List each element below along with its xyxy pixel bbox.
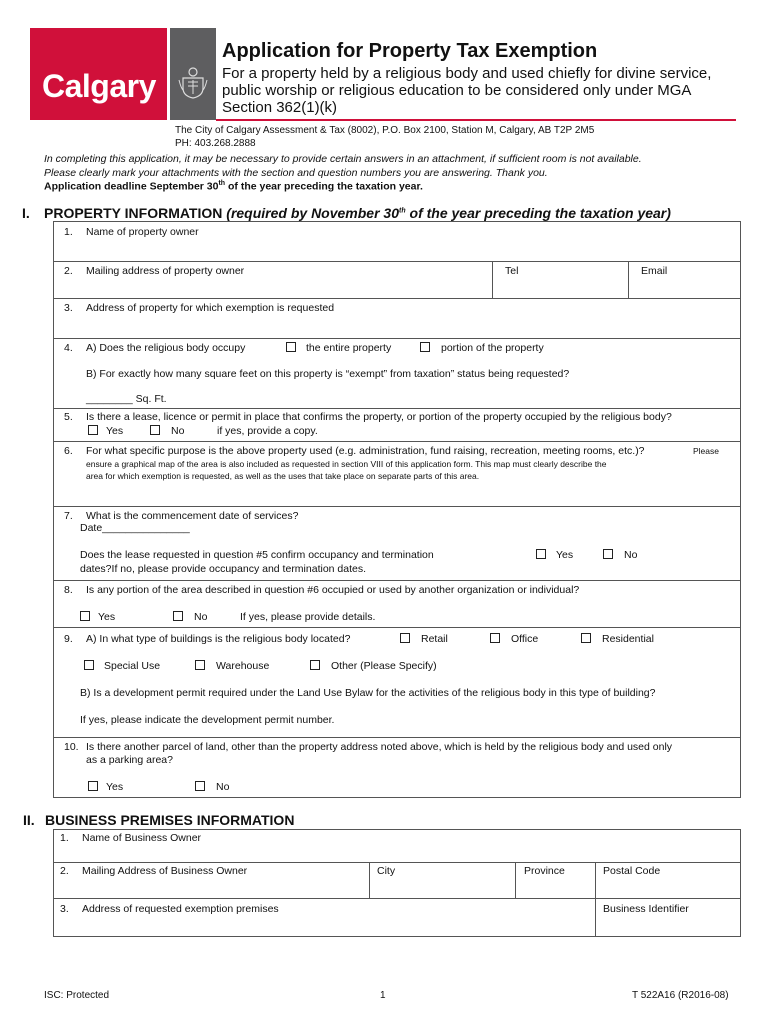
- deadline-suffix: of the year preceding the taxation year.: [225, 180, 423, 193]
- contact-block: [175, 124, 594, 150]
- q8-label: Is any portion of the area described in question #6 occupied or used by another organization or individual?: [86, 584, 580, 596]
- deadline-text: [44, 180, 423, 193]
- entire-property-label: the entire property: [306, 342, 392, 354]
- residential-label: Residential: [602, 633, 654, 645]
- email-label: Email: [641, 265, 668, 277]
- row-divider: [53, 862, 741, 863]
- business-identifier-field[interactable]: [599, 916, 736, 934]
- tel-label: Tel: [505, 265, 519, 277]
- business-identifier-label: Business Identifier: [603, 903, 689, 915]
- q8-yes-label: Yes: [98, 611, 116, 623]
- q5-yes-label: Yes: [106, 425, 124, 437]
- subtitle-line: Section 362(1)(k): [222, 99, 338, 116]
- s2-q1-label: Name of Business Owner: [82, 832, 202, 844]
- row-divider: [53, 261, 741, 262]
- q3-number: 3.: [64, 302, 73, 314]
- q5-note: if yes, provide a copy.: [217, 425, 318, 437]
- tel-field[interactable]: [496, 279, 624, 296]
- q6-note-line3: area for which exemption is requested, as well as the uses that take place on separate parts of this area.: [86, 471, 480, 481]
- intro-line-2: Please clearly mark your attachments with the section and question numbers you are answering. Thank you.: [44, 166, 548, 179]
- q9-number: 9.: [64, 633, 73, 645]
- residential-checkbox[interactable]: [581, 633, 591, 643]
- intro-text: [44, 153, 642, 180]
- footer-classification: ISC: Protected: [44, 990, 110, 1001]
- row-divider: [53, 441, 741, 442]
- q5-label: Is there a lease, licence or permit in place that confirms the property, or portion of the property occupied by the religious body?: [86, 411, 672, 423]
- subtitle-line: public worship or religious education to be considered only under MGA: [222, 82, 692, 99]
- page-subtitle: [222, 65, 742, 116]
- q10-no-checkbox[interactable]: [195, 781, 205, 791]
- q9a-label: A) In what type of buildings is the religious body located?: [86, 633, 351, 645]
- address-line: The City of Calgary Assessment & Tax (8002), P.O. Box 2100, Station M, Calgary, AB T2P 2M5: [175, 125, 595, 136]
- q5-yes-checkbox[interactable]: [88, 425, 98, 435]
- sqft-blank[interactable]: ________: [86, 393, 133, 405]
- q8-number: 8.: [64, 584, 73, 596]
- property-owner-field[interactable]: [60, 240, 735, 258]
- q7-lease-line1: Does the lease requested in question #5 confirm occupancy and termination: [80, 549, 434, 561]
- section-number: II.: [23, 812, 35, 828]
- business-mailing-address-field[interactable]: [58, 879, 365, 896]
- q6-number: 6.: [64, 445, 73, 457]
- q7-no-label: No: [624, 549, 638, 561]
- city-crest-icon: [178, 66, 208, 100]
- q7-no-checkbox[interactable]: [603, 549, 613, 559]
- logo-text: Calgary: [42, 68, 156, 104]
- retail-label: Retail: [421, 633, 448, 645]
- entire-property-checkbox[interactable]: [286, 342, 296, 352]
- q2-label: Mailing address of property owner: [86, 265, 245, 277]
- q10-yes-label: Yes: [106, 781, 124, 793]
- q5-no-label: No: [171, 425, 185, 437]
- property-address-field[interactable]: [60, 316, 735, 336]
- phone-line: PH: 403.268.2888: [175, 138, 256, 149]
- office-checkbox[interactable]: [490, 633, 500, 643]
- row-divider: [53, 737, 741, 738]
- q4-number: 4.: [64, 342, 73, 354]
- warehouse-label: Warehouse: [216, 660, 270, 672]
- row-divider: [53, 506, 741, 507]
- q2-number: 2.: [64, 265, 73, 277]
- section-note-sup: th: [399, 207, 406, 215]
- intro-line-1: In completing this application, it may be necessary to provide certain answers in an attachment, if sufficient room is not available.: [44, 153, 642, 165]
- postal-code-label: Postal Code: [603, 865, 661, 877]
- subtitle-line: For a property held by a religious body and used chiefly for divine service,: [222, 65, 712, 82]
- form-code: T 522A16 (R2016-08): [632, 990, 729, 1001]
- section-note-suffix: of the year preceding the taxation year): [405, 205, 671, 221]
- q10-no-label: No: [216, 781, 230, 793]
- province-label: Province: [524, 865, 565, 877]
- page-number: 1: [380, 990, 386, 1001]
- section-1-heading: [22, 205, 671, 221]
- q8-no-label: No: [194, 611, 208, 623]
- q7-label: What is the commencement date of services?: [86, 510, 299, 522]
- sqft-label: Sq. Ft.: [132, 393, 167, 405]
- q10-label-line1: Is there another parcel of land, other than the property address noted above, which is held by the religious body and used only: [86, 741, 673, 753]
- q5-number: 5.: [64, 411, 73, 423]
- row-divider: [53, 338, 741, 339]
- city-field[interactable]: [373, 879, 511, 896]
- q6-note-line2: ensure a graphical map of the area is also included as requested in section VIII of this application form. This map must clearly describe the: [86, 459, 607, 469]
- q3-label: Address of property for which exemption is requested: [86, 302, 335, 314]
- mailing-address-field[interactable]: [60, 279, 488, 296]
- commencement-date-field[interactable]: Date_______________: [80, 522, 190, 534]
- special-use-label: Special Use: [104, 660, 161, 672]
- col-divider: [595, 862, 596, 937]
- col-divider: [492, 261, 493, 298]
- q4a-label: A) Does the religious body occupy: [86, 342, 246, 354]
- city-crest-panel: [170, 28, 216, 120]
- portion-property-checkbox[interactable]: [420, 342, 430, 352]
- q8-no-checkbox[interactable]: [173, 611, 183, 621]
- purpose-field[interactable]: [60, 484, 735, 504]
- province-field[interactable]: [519, 879, 591, 896]
- city-label: City: [377, 865, 396, 877]
- section-number: I.: [22, 205, 30, 221]
- row-divider: [53, 580, 741, 581]
- q9c-label: If yes, please indicate the development permit number.: [80, 714, 335, 726]
- row-divider: [53, 408, 741, 409]
- exemption-premises-field[interactable]: [58, 916, 591, 934]
- row-divider: [53, 627, 741, 628]
- q6-note-start: Please: [693, 446, 719, 456]
- sqft-field[interactable]: [86, 393, 167, 405]
- section-title: PROPERTY INFORMATION: [44, 205, 223, 221]
- q8-note: If yes, please provide details.: [240, 611, 376, 623]
- section-note: (required by November 30: [226, 205, 400, 221]
- special-use-checkbox[interactable]: [84, 660, 94, 670]
- col-divider: [369, 862, 370, 898]
- business-owner-field[interactable]: [58, 845, 736, 860]
- q7-lease-line2: dates?If no, please provide occupancy and termination dates.: [80, 563, 367, 575]
- deadline-prefix: Application deadline September 30: [44, 180, 219, 193]
- q8-yes-checkbox[interactable]: [80, 611, 90, 621]
- page-title: Application for Property Tax Exemption: [222, 40, 598, 62]
- deadline-sup: th: [218, 180, 226, 187]
- warehouse-checkbox[interactable]: [195, 660, 205, 670]
- section-2-heading: [23, 812, 295, 828]
- portion-property-label: portion of the property: [441, 342, 544, 354]
- row-divider: [53, 298, 741, 299]
- q1-number: 1.: [64, 226, 73, 238]
- section-title: BUSINESS PREMISES INFORMATION: [45, 812, 295, 828]
- q7-yes-label: Yes: [556, 549, 574, 561]
- q1-label: Name of property owner: [86, 226, 199, 238]
- other-label: Other (Please Specify): [331, 660, 437, 672]
- q7-number: 7.: [64, 510, 73, 522]
- col-divider: [628, 261, 629, 298]
- q9b-label: B) Is a development permit required under the Land Use Bylaw for the activities of the religious body in this type of building?: [80, 687, 656, 699]
- email-field[interactable]: [632, 279, 737, 296]
- q6-label: For what specific purpose is the above property used (e.g. administration, fund raising, recreation, meeting rooms, etc.)?: [86, 445, 645, 457]
- q10-yes-checkbox[interactable]: [88, 781, 98, 791]
- calgary-logo: [30, 28, 167, 120]
- postal-code-field[interactable]: [599, 879, 736, 896]
- q10-number: 10.: [64, 741, 79, 753]
- s2-q3-number: 3.: [60, 903, 69, 915]
- row-divider: [53, 898, 741, 899]
- s2-q2-number: 2.: [60, 865, 69, 877]
- header-divider: [216, 119, 736, 121]
- retail-checkbox[interactable]: [400, 633, 410, 643]
- q5-no-checkbox[interactable]: [150, 425, 160, 435]
- office-label: Office: [511, 633, 539, 645]
- other-checkbox[interactable]: [310, 660, 320, 670]
- q10-label-line2: as a parking area?: [86, 754, 173, 766]
- s2-q3-label: Address of requested exemption premises: [82, 903, 279, 915]
- s2-q2-label: Mailing Address of Business Owner: [82, 865, 248, 877]
- col-divider: [515, 862, 516, 898]
- q4b-label: B) For exactly how many square feet on this property is “exempt” from taxation” status being requested?: [86, 368, 570, 380]
- q7-yes-checkbox[interactable]: [536, 549, 546, 559]
- s2-q1-number: 1.: [60, 832, 69, 844]
